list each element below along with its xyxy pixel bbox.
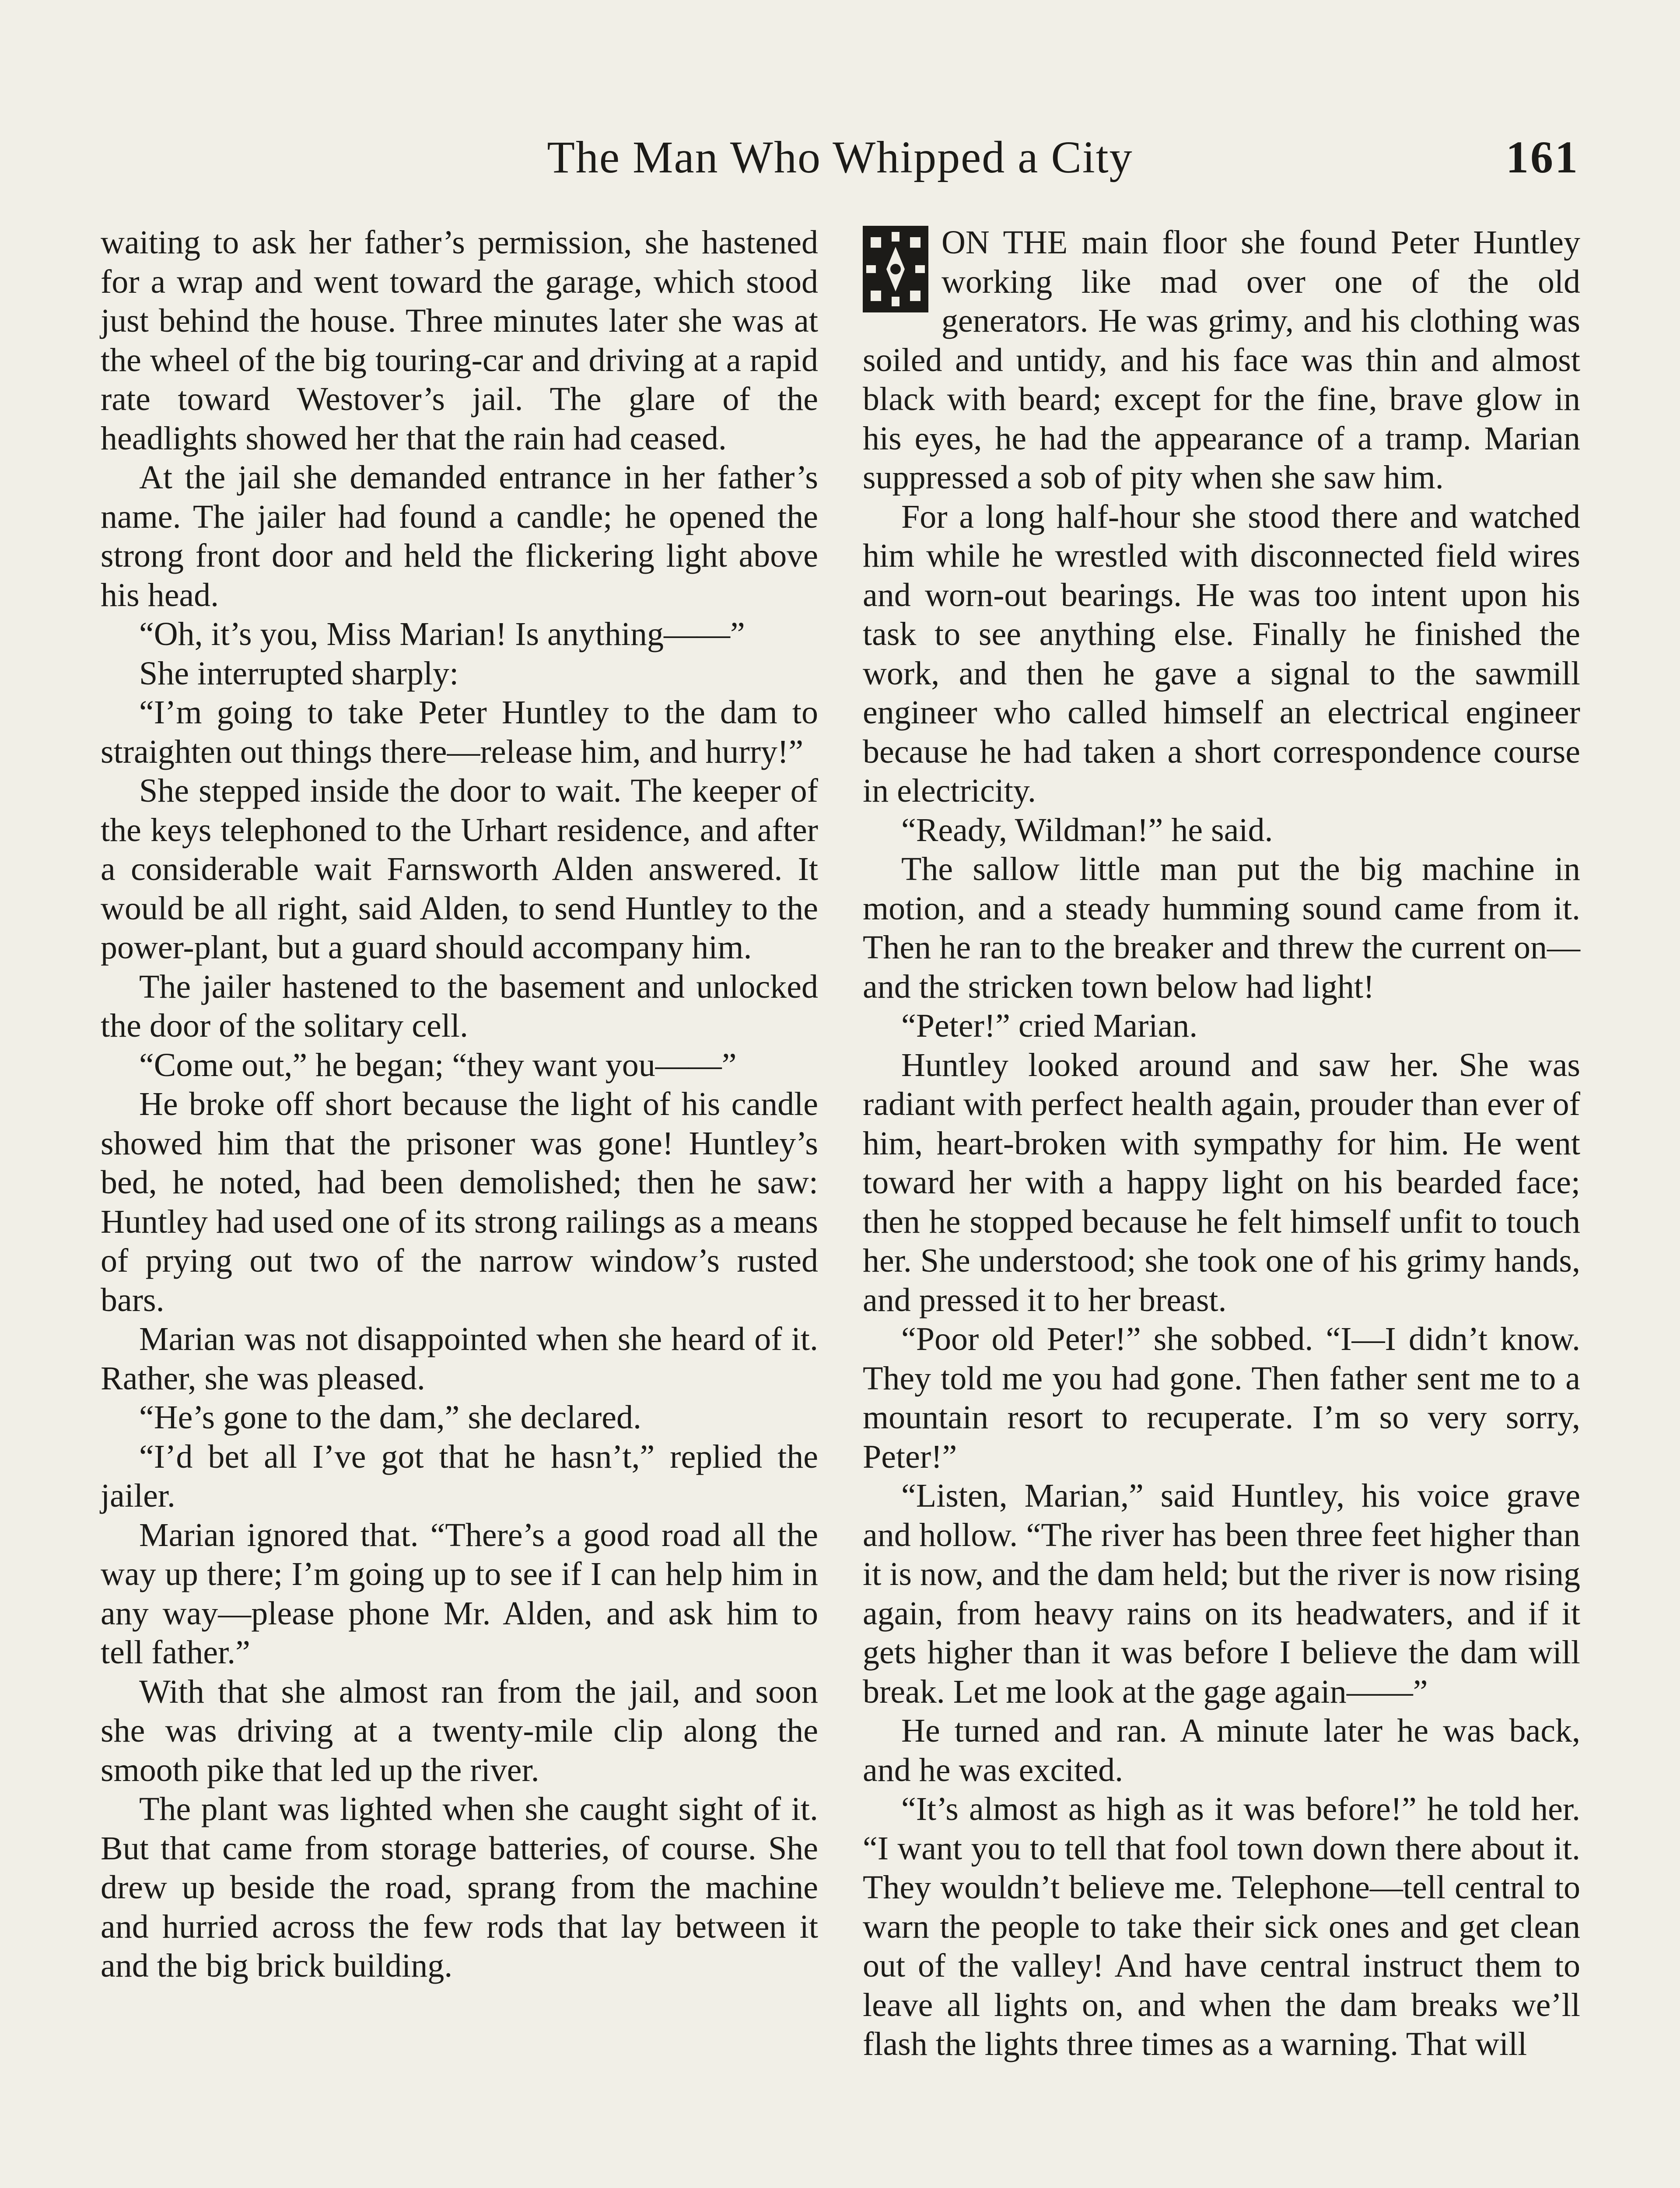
paragraph: “I’d bet all I’ve got that he hasn’t,” replied the jailer. (101, 1438, 818, 1514)
paragraph: “Listen, Marian,” said Huntley, his voice grave and hollow. “The river has been three feet higher than it is now, and the dam held; but the river is now rising again, from heavy rains on its headwaters, and if it gets higher than it was before I believe the dam will break. Let me look at the gage again——” (863, 1477, 1580, 1710)
paragraph: “I’m going to take Peter Huntley to the dam to straighten out things there—release him, and hurry!” (101, 694, 818, 770)
paragraph: “It’s almost as high as it was before!” he told her. “I want you to tell that fool town down there about it. They wouldn’t believe me. Telephone—tell central to warn the people to take their sick ones and get clean out of the valley! And have central instruct them to leave all lights on, and when the dam breaks we’ll flash the lights three times as a warning. That will (863, 1791, 1580, 2062)
paragraph: He turned and ran. A minute later he was back, and he was excited. (863, 1712, 1580, 1788)
right-column (863, 223, 1580, 2064)
paragraph: “Ready, Wildman!” he said. (901, 811, 1273, 849)
paragraph: “Oh, it’s you, Miss Marian! Is anything——” (139, 616, 745, 652)
paragraph: “Come out,” he began; “they want you——” (139, 1046, 737, 1083)
paragraph: At the jail she demanded entrance in her father’s name. The jailer had found a candle; he opened the strong front door and held the flickering light above his head. (101, 459, 818, 614)
paragraph: “He’s gone to the dam,” she declared. (139, 1399, 641, 1436)
paragraph: Huntley looked around and saw her. She was radiant with perfect health again, prouder than ever of him, heart-broken with sympathy for him. He went toward her with a happy light on his bearded face; then he stopped because he felt himself unfit to touch her. She understood; she took one of his grimy hands, and pressed it to her breast. (863, 1046, 1580, 1318)
paragraph: The sallow little man put the big machine in motion, and a steady humming sound came from it. Then he ran to the breaker and threw the current on—and the stricken town below had light! (863, 851, 1580, 1005)
page-header (101, 123, 1579, 193)
paragraph: She interrupted sharply: (139, 655, 459, 692)
paragraph: She stepped inside the door to wait. The keeper of the keys telephoned to the Urhart residence, and after a considerable wait Farnsworth Alden answered. It would be all right, said Alden, to send Huntley to the power-plant, but a guard should accompany him. (101, 772, 818, 966)
paragraph: waiting to ask her father’s permission, she hastened for a wrap and went toward the garage, which stood just behind the house. Three minutes later she was at the wheel of the big touring-car and driving at a rapid rate toward Westover’s jail. The glare of the headlights showed her that the rain had ceased. (101, 224, 818, 457)
paragraph: Marian was not disappointed when she heard of it. Rather, she was pleased. (101, 1321, 818, 1397)
page-number: 161 (1506, 132, 1579, 182)
paragraph: The plant was lighted when she caught sight of it. But that came from storage batteries, of course. She drew up beside the road, sprang from the machine and hurried across the few rods that lay between it and the big brick building. (101, 1791, 818, 1984)
ornamental-drop-cap-icon (863, 226, 928, 312)
paragraph: With that she almost ran from the jail, and soon she was driving at a twenty-mile clip along the smooth pike that led up the river. (101, 1673, 818, 1788)
paragraph: For a long half-hour she stood there and watched him while he wrestled with disconnected field wires and worn-out bearings. He was too intent upon his task to see anything else. Finally he finished the work, and then he gave a signal to the sawmill engineer who called himself an electrical engineer because he had taken a short correspondence course in electricity. (863, 498, 1580, 809)
paragraph: “Poor old Peter!” she sobbed. “I—I didn’t know. They told me you had gone. Then father sent me to a mountain resort to recuperate. I’m so very sorry, Peter!” (863, 1321, 1580, 1475)
paragraph: The jailer hastened to the basement and unlocked the door of the solitary cell. (101, 968, 818, 1044)
paragraph: He broke off short because the light of his candle showed him that the prisoner was gone! Huntley’s bed, he noted, had been demolished; then he saw: Huntley had used one of its strong railings as a means of prying out two of the narrow window’s rusted bars. (101, 1086, 818, 1318)
paragraph: “Peter!” cried Marian. (901, 1007, 1198, 1044)
running-title: The Man Who Whipped a City (547, 132, 1133, 182)
paragraph: ON THE main floor she found Peter Huntley working like mad over one of the old generators. He was grimy, and his clothing was soiled and untidy, and his face was thin and almost black with beard; except for the fine, brave glow in his eyes, he had the appearance of a tramp. Marian suppressed a sob of pity when she saw him. (863, 224, 1580, 496)
paragraph: Marian ignored that. “There’s a good road all the way up there; I’m going up to see if I can help him in any way—please phone Mr. Alden, and ask him to tell father.” (101, 1516, 818, 1671)
left-column (101, 223, 818, 1986)
